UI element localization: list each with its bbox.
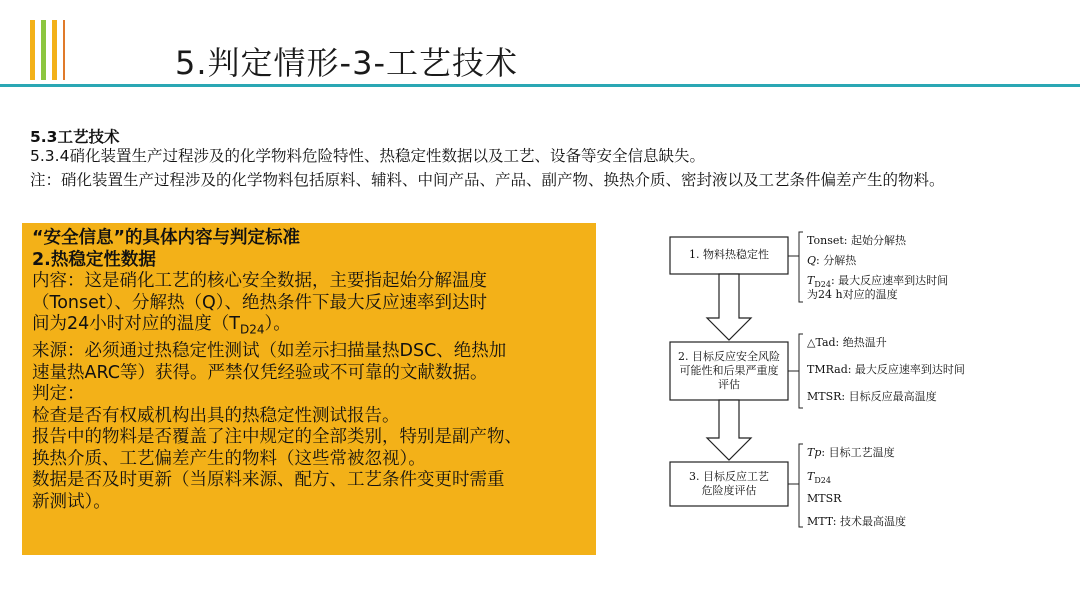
flow-box-3-line-1: 3. 目标反应工艺	[689, 470, 769, 483]
note-tp	[807, 446, 895, 459]
check-item-2b: 换热介质、工艺偏差产生的物料（这些常被忽视）。	[32, 448, 426, 469]
note-text: 注：硝化装置生产过程涉及的化学物料包括原料、辅料、中间产品、产品、副产物、换热介质、密封液以及工艺条件偏差产生的物料。	[30, 171, 945, 189]
note-td24-text: : 最大反应速率到达时间	[830, 274, 949, 287]
page-title: 5.判定情形-3-工艺技术	[175, 44, 518, 82]
content-line-3-text: 间为24小时对应的温度（T	[32, 314, 240, 334]
panel-title: “安全信息”的具体内容与判定标准	[32, 228, 301, 248]
note-tp-symbol: Tp	[807, 446, 822, 459]
flowchart	[655, 222, 980, 535]
judge-label: 判定：	[32, 384, 85, 404]
note-q	[807, 254, 856, 267]
note-mtsr-1: MTSR: 目标反应最高温度	[807, 390, 937, 403]
flow-arrow-2	[707, 400, 751, 460]
note-td24-2-sub: D24	[814, 476, 831, 486]
check-item-1: 检查是否有权威机构出具的热稳定性测试报告。	[32, 405, 400, 426]
clause-text: 5.3.4硝化装置生产过程涉及的化学物料危险特性、热稳定性数据以及工艺、设备等安全信息缺失。	[30, 147, 705, 165]
bracket-3	[788, 444, 803, 527]
content-line-1: 内容：这是硝化工艺的核心安全数据，主要指起始分解温度	[32, 271, 487, 291]
section-heading: 5.3工艺技术	[30, 128, 120, 146]
note-td24-symbol: T	[807, 274, 815, 287]
check-item-2a: 报告中的物料是否覆盖了注中规定的全部类别，特别是副产物、	[32, 427, 522, 447]
header-divider	[0, 84, 1080, 87]
check-item-3b: 新测试）。	[32, 491, 111, 512]
header-bar-green	[41, 20, 46, 80]
note-tonset: Tonset: 起始分解热	[807, 234, 906, 247]
flow-box-2-line-2: 可能性和后果严重度	[679, 364, 779, 377]
content-line-3-end: ）。	[264, 314, 291, 334]
note-q-symbol: Q	[807, 254, 817, 267]
header-bar-thin	[63, 20, 65, 80]
td24-subscript: D24	[239, 322, 265, 337]
intro-section	[30, 128, 1030, 190]
flow-box-2-line-3: 评估	[718, 378, 740, 391]
note-td24-2-symbol: T	[807, 470, 815, 483]
flow-box-3-line-2: 危险度评估	[701, 484, 757, 497]
flow-box-3-label	[670, 470, 788, 498]
note-tmrad: TMRad: 最大反应速率到达时间	[807, 363, 965, 376]
note-q-text: : 分解热	[816, 254, 857, 267]
header-bar-gold-1	[30, 20, 35, 80]
source-line-2: 速量热ARC等）获得。严禁仅凭经验或不可靠的文献数据。	[32, 362, 488, 383]
note-mtt: MTT: 技术最高温度	[807, 515, 906, 528]
note-tad: △Tad: 绝热温升	[807, 336, 887, 349]
source-line-1: 来源：必须通过热稳定性测试（如差示扫描量热DSC、绝热加	[32, 341, 507, 361]
panel-subtitle: 2.热稳定性数据	[32, 249, 156, 270]
note-td24-cont: 为24 h对应的温度	[807, 288, 898, 301]
content-line-3	[32, 314, 586, 341]
note-td24-sub: D24	[814, 280, 831, 290]
flow-box-1-label: 1. 物料热稳定性	[689, 248, 769, 261]
bracket-2	[788, 334, 803, 408]
bracket-1	[788, 232, 803, 302]
note-mtsr-2: MTSR	[807, 492, 842, 505]
header-bar-gold-2	[52, 20, 57, 80]
flow-arrow-1	[707, 274, 751, 340]
check-item-3a: 数据是否及时更新（当原料来源、配方、工艺条件变更时需重	[32, 470, 505, 490]
note-td24-2	[807, 470, 831, 487]
flow-box-2-label	[670, 350, 788, 392]
content-line-2: （Tonset）、分解热（Q）、绝热条件下最大反应速率到达时	[32, 292, 488, 313]
note-tp-text: : 目标工艺温度	[821, 446, 895, 459]
flow-box-2-line-1: 2. 目标反应安全风险	[678, 350, 780, 363]
criteria-panel	[22, 223, 596, 555]
